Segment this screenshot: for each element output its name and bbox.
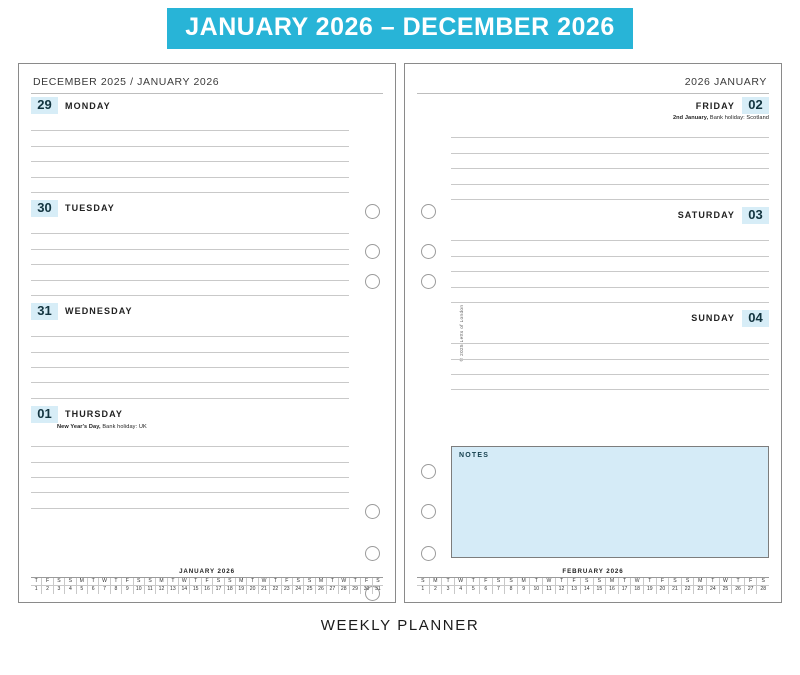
writing-line[interactable] [31, 322, 349, 337]
ring-hole [365, 546, 380, 561]
mini-calendar-dow: S [669, 578, 682, 586]
mini-calendar-dow: F [42, 578, 53, 586]
mini-calendar-date: 2 [430, 586, 443, 594]
mini-calendar-dow: T [31, 578, 42, 586]
writing-line[interactable] [31, 234, 349, 249]
writing-line[interactable] [451, 138, 769, 153]
banner-container [0, 0, 800, 49]
writing-line[interactable] [31, 478, 349, 493]
mini-calendar-date: 26 [732, 586, 745, 594]
writing-line[interactable] [451, 169, 769, 184]
mini-calendar-date: 6 [480, 586, 493, 594]
ring-hole [365, 274, 380, 289]
mini-calendar-date: 31 [375, 586, 381, 593]
day-name: WEDNESDAY [65, 306, 133, 317]
mini-calendar-dow: F [657, 578, 670, 586]
left-mini-calendar [31, 568, 383, 594]
day-name: FRIDAY [695, 100, 735, 111]
mini-calendar-dow: T [270, 578, 281, 586]
mini-calendar-dow: T [707, 578, 720, 586]
day-block-wednesday[interactable] [31, 303, 349, 399]
writing-lines[interactable] [451, 226, 769, 303]
mini-calendar-date: 21 [259, 586, 270, 594]
day-number: 03 [742, 207, 769, 224]
right-page-ring-holes [413, 64, 443, 602]
day-note-text: Bank holiday: UK [100, 423, 147, 430]
writing-line[interactable] [451, 360, 769, 375]
day-block-sunday[interactable] [451, 310, 769, 391]
mini-calendar-date: 14 [179, 586, 190, 594]
mini-calendar-dow: F [122, 578, 133, 586]
ring-hole [421, 546, 436, 561]
mini-calendar-date: 12 [556, 586, 569, 594]
mini-calendar-dow: W [99, 578, 110, 586]
mini-calendar-dow: F [745, 578, 758, 586]
day-note-emphasis: 2nd January, [672, 115, 709, 121]
mini-calendar-dow: T [247, 578, 258, 586]
mini-calendar-date: 4 [65, 586, 76, 594]
writing-line[interactable] [31, 178, 349, 193]
mini-calendar-date: 5 [467, 586, 480, 594]
mini-calendar-date: 15 [594, 586, 607, 594]
mini-calendar-dow: W [339, 578, 350, 586]
mini-calendar-dow: M [430, 578, 443, 586]
ring-hole [365, 204, 380, 219]
day-number: 04 [742, 310, 769, 327]
mini-calendar-date: 18 [225, 586, 236, 594]
mini-calendar-dow: F [361, 578, 372, 586]
writing-line[interactable] [31, 281, 349, 296]
writing-line[interactable] [31, 116, 349, 131]
writing-lines[interactable] [31, 219, 349, 296]
writing-lines[interactable] [31, 116, 349, 193]
mini-calendar-date: 24 [293, 586, 304, 594]
left-header-rule [31, 93, 383, 94]
ring-hole [421, 204, 436, 219]
day-block-thursday[interactable] [31, 406, 349, 509]
mini-calendar-dow: S [54, 578, 65, 586]
mini-calendar-dow: F [480, 578, 493, 586]
writing-line[interactable] [31, 463, 349, 478]
mini-calendar-dow: W [720, 578, 733, 586]
mini-calendar-dow: M [518, 578, 531, 586]
writing-line[interactable] [31, 131, 349, 146]
mini-calendar-dow: T [350, 578, 361, 586]
writing-line[interactable] [31, 383, 349, 398]
mini-calendar-date-row [31, 586, 383, 594]
writing-line[interactable] [451, 154, 769, 169]
mini-calendar-date: 9 [518, 586, 531, 594]
mini-calendar-dow: W [259, 578, 270, 586]
mini-calendar-date: 13 [568, 586, 581, 594]
ring-hole [421, 244, 436, 259]
writing-line[interactable] [31, 265, 349, 280]
mini-calendar-date: 1 [31, 586, 42, 594]
mini-calendar-date: 18 [631, 586, 644, 594]
day-number: 02 [742, 97, 769, 114]
writing-lines[interactable] [451, 123, 769, 200]
writing-lines[interactable] [451, 329, 769, 391]
writing-line[interactable] [451, 375, 769, 390]
mini-calendar-dow: F [282, 578, 293, 586]
mini-calendar-title: JANUARY 2026 [179, 567, 235, 575]
mini-calendar-dow: M [606, 578, 619, 586]
mini-calendar-dow: M [156, 578, 167, 586]
writing-line[interactable] [451, 241, 769, 256]
mini-calendar-dow: S [213, 578, 224, 586]
mini-calendar-date: 3 [54, 586, 65, 594]
writing-line[interactable] [451, 123, 769, 138]
copyright-text: © 2025 Letts of London [458, 304, 464, 362]
mini-calendar-dow: W [631, 578, 644, 586]
mini-calendar-dow: S [594, 578, 607, 586]
writing-line[interactable] [31, 337, 349, 352]
mini-calendar-date: 19 [236, 586, 247, 594]
mini-calendar-date: 14 [581, 586, 594, 594]
mini-calendar-date: 25 [304, 586, 315, 594]
right-page [404, 63, 782, 603]
mini-calendar-date: 12 [156, 586, 167, 594]
page-title: JANUARY 2026 – DECEMBER 2026 [167, 8, 632, 49]
mini-calendar-dow: S [376, 577, 380, 584]
right-header-rule [417, 93, 769, 94]
mini-calendar-date: 10 [530, 586, 543, 594]
mini-calendar-dow: M [77, 578, 88, 586]
mini-calendar-date: 17 [619, 586, 632, 594]
mini-calendar-date: 26 [316, 586, 327, 594]
mini-calendar-date: 6 [88, 586, 99, 594]
mini-calendar-date: 21 [669, 586, 682, 594]
mini-calendar-dow: S [581, 578, 594, 586]
mini-calendar-dow: F [202, 578, 213, 586]
mini-calendar-dow: S [304, 578, 315, 586]
ring-hole [421, 274, 436, 289]
mini-calendar-dow: S [65, 578, 76, 586]
writing-line[interactable] [451, 185, 769, 200]
day-block-friday[interactable] [451, 97, 769, 200]
mini-calendar-dow: T [327, 578, 338, 586]
mini-calendar-date: 20 [657, 586, 670, 594]
mini-calendar-dow: T [556, 578, 569, 586]
mini-calendar-date: 4 [455, 586, 468, 594]
mini-calendar-dow: W [179, 578, 190, 586]
mini-calendar-dow: S [134, 578, 145, 586]
writing-line[interactable] [451, 288, 769, 303]
mini-calendar-dow: S [417, 578, 430, 586]
day-name: SATURDAY [677, 210, 735, 221]
right-mini-calendar [417, 568, 769, 594]
left-day-column [31, 97, 349, 509]
day-number: 01 [31, 406, 58, 423]
day-note-text: Bank holiday: Scotland [708, 115, 769, 121]
mini-calendar-dow: W [455, 578, 468, 586]
notes-box[interactable] [451, 446, 769, 558]
mini-calendar-dow: T [168, 578, 179, 586]
mini-calendar-date: 24 [707, 586, 720, 594]
mini-calendar-dow: S [493, 578, 506, 586]
mini-calendar-date: 23 [694, 586, 707, 594]
ring-hole [421, 504, 436, 519]
mini-calendar-dow: W [543, 578, 556, 586]
mini-calendar-dow: S [145, 578, 156, 586]
mini-calendar-dow: T [467, 578, 480, 586]
mini-calendar-dow-row [417, 578, 769, 586]
mini-calendar-date: 9 [122, 586, 133, 594]
mini-calendar-title: FEBRUARY 2026 [562, 567, 624, 575]
mini-calendar-date: 7 [493, 586, 506, 594]
day-note-emphasis: New Year's Day, [57, 423, 101, 430]
day-name: THURSDAY [65, 409, 123, 420]
footer-label: WEEKLY PLANNER [320, 617, 480, 634]
writing-line[interactable] [31, 447, 349, 462]
mini-calendar-date: 27 [327, 586, 338, 594]
notes-label: NOTES [459, 452, 490, 459]
mini-calendar-date: 30 [361, 586, 372, 594]
mini-calendar-date: 13 [168, 586, 179, 594]
writing-line[interactable] [31, 250, 349, 265]
mini-calendar-date: 11 [145, 586, 156, 594]
mini-calendar-date: 16 [606, 586, 619, 594]
writing-line[interactable] [31, 432, 349, 447]
day-name: MONDAY [65, 100, 111, 111]
day-note [57, 424, 349, 430]
writing-line[interactable] [451, 226, 769, 241]
writing-lines[interactable] [31, 322, 349, 399]
mini-calendar-dow: T [530, 578, 543, 586]
mini-calendar-date-row [417, 586, 769, 594]
writing-line[interactable] [31, 147, 349, 162]
day-note [451, 115, 769, 121]
mini-calendar-dow: T [88, 578, 99, 586]
mini-calendar-dow: T [732, 578, 745, 586]
mini-calendar-dow: S [682, 578, 695, 586]
left-page-ring-holes [357, 64, 387, 602]
mini-calendar-date: 19 [644, 586, 657, 594]
planner-spread [0, 63, 800, 603]
mini-calendar-date: 15 [190, 586, 201, 594]
mini-calendar-date: 3 [442, 586, 455, 594]
mini-calendar-dow: S [225, 578, 236, 586]
mini-calendar-date: 29 [350, 586, 361, 594]
writing-lines[interactable] [31, 432, 349, 509]
mini-calendar-date: 8 [505, 586, 518, 594]
ring-hole [421, 464, 436, 479]
writing-line[interactable] [31, 493, 349, 508]
mini-calendar-date: 28 [339, 586, 350, 594]
mini-calendar-dow-row [31, 578, 383, 586]
mini-calendar-dow: F [568, 578, 581, 586]
writing-line[interactable] [451, 344, 769, 359]
mini-calendar-dow: S [505, 578, 518, 586]
mini-calendar-dow: T [442, 578, 455, 586]
mini-calendar-dow: T [111, 578, 122, 586]
writing-line[interactable] [451, 257, 769, 272]
mini-calendar-date: 7 [99, 586, 110, 594]
mini-calendar-dow: T [190, 578, 201, 586]
left-page [18, 63, 396, 603]
mini-calendar-dow: T [619, 578, 632, 586]
left-month-header: DECEMBER 2025 / JANUARY 2026 [33, 76, 220, 88]
mini-calendar-date: 11 [543, 586, 556, 594]
mini-calendar-date: 22 [682, 586, 695, 594]
mini-calendar-dow: S [761, 577, 765, 584]
writing-line[interactable] [31, 368, 349, 383]
day-name: SUNDAY [691, 313, 735, 324]
day-block-tuesday[interactable] [31, 200, 349, 296]
mini-calendar-date: 5 [77, 586, 88, 594]
mini-calendar-date: 1 [417, 586, 430, 594]
day-number: 29 [31, 97, 58, 114]
mini-calendar-date: 17 [213, 586, 224, 594]
mini-calendar-date: 25 [720, 586, 733, 594]
mini-calendar-date: 10 [134, 586, 145, 594]
writing-line[interactable] [451, 272, 769, 287]
mini-calendar-date: 22 [270, 586, 281, 594]
day-name: TUESDAY [65, 203, 115, 214]
mini-calendar-date: 8 [111, 586, 122, 594]
day-number: 31 [31, 303, 58, 320]
ring-hole [365, 504, 380, 519]
day-block-monday[interactable] [31, 97, 349, 193]
mini-calendar-date: 28 [760, 586, 767, 593]
right-month-header: 2026 JANUARY [684, 76, 767, 88]
writing-line[interactable] [31, 353, 349, 368]
day-number: 30 [31, 200, 58, 217]
writing-line[interactable] [451, 329, 769, 344]
ring-hole [365, 244, 380, 259]
mini-calendar-dow: M [694, 578, 707, 586]
mini-calendar-date: 23 [282, 586, 293, 594]
mini-calendar-dow: S [293, 578, 304, 586]
writing-line[interactable] [31, 162, 349, 177]
mini-calendar-dow: M [316, 578, 327, 586]
mini-calendar-dow: M [236, 578, 247, 586]
mini-calendar-date: 27 [745, 586, 758, 594]
mini-calendar-date: 16 [202, 586, 213, 594]
day-block-saturday[interactable] [451, 207, 769, 303]
mini-calendar-date: 20 [247, 586, 258, 594]
right-day-column [451, 97, 769, 390]
mini-calendar-date: 2 [42, 586, 53, 594]
mini-calendar-dow: T [644, 578, 657, 586]
writing-line[interactable] [31, 219, 349, 234]
